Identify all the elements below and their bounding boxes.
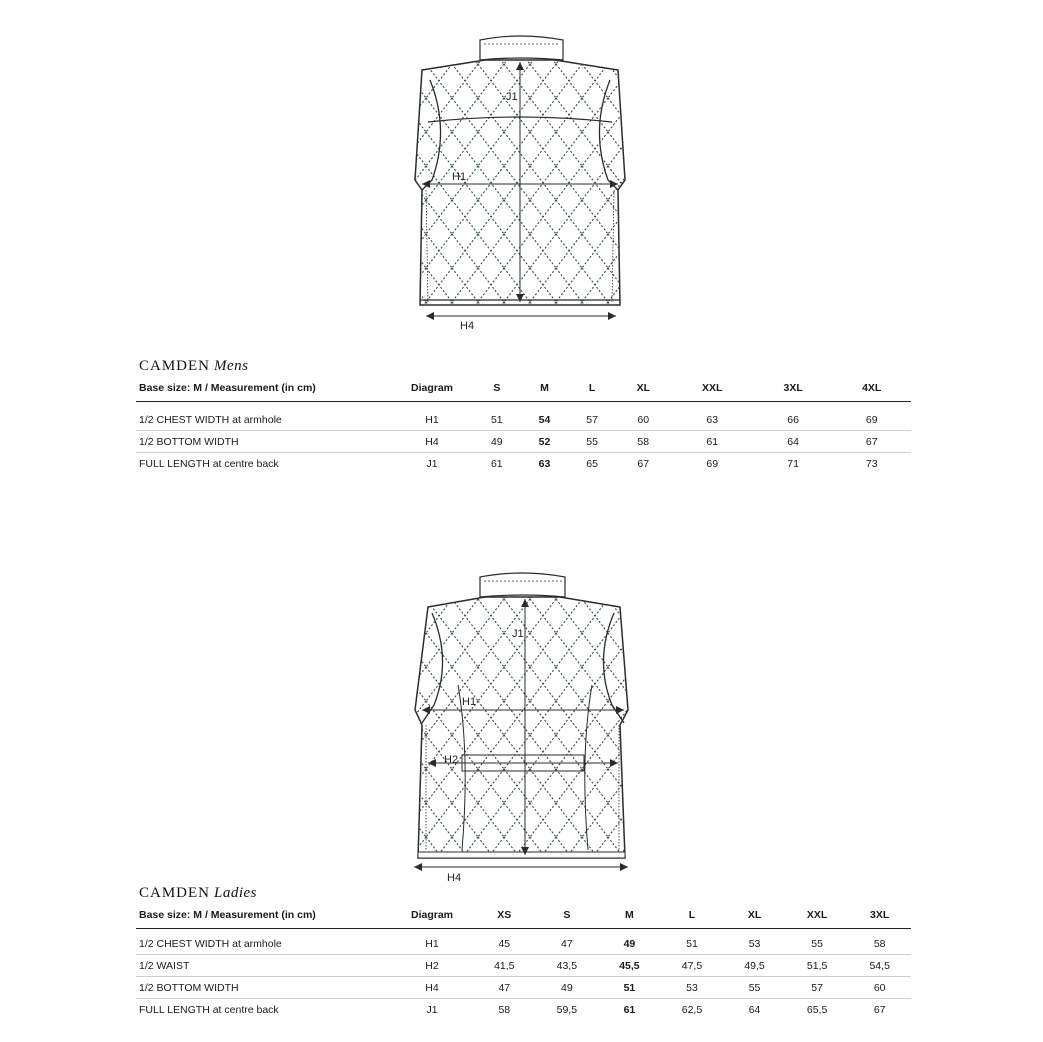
ladies-vest-diagram — [400, 565, 645, 887]
size-value: 60 — [616, 409, 671, 431]
size-value: 53 — [661, 977, 724, 999]
base-size-value: 61 — [623, 1003, 636, 1016]
measurement-name: FULL LENGTH at centre back — [139, 1003, 279, 1016]
measurement-name: 1/2 BOTTOM WIDTH — [136, 431, 391, 453]
header-cell: 4XL — [832, 375, 911, 402]
header-cell: S — [473, 375, 521, 402]
mens-section-title — [139, 358, 249, 375]
size-value: 59,5 — [556, 1003, 578, 1016]
header-cell: XL — [723, 902, 786, 929]
size-value: 65,5 — [806, 1003, 828, 1016]
table-header-row — [136, 375, 911, 402]
measurement-name: FULL LENGTH at centre back — [139, 457, 279, 470]
size-value: 53 — [723, 933, 786, 955]
size-value: 51 — [473, 409, 521, 431]
size-value: 49 — [473, 431, 521, 453]
size-value: 65 — [586, 457, 598, 470]
size-value: 51 — [661, 933, 724, 955]
label-length-j1: J1 — [506, 91, 518, 103]
header-cell: XS — [473, 902, 536, 929]
diagram-code: J1 — [426, 457, 438, 470]
size-value: 61 — [490, 457, 503, 470]
size-value: 58 — [848, 933, 911, 955]
mens-subtitle: Mens — [214, 358, 249, 374]
size-value: 45 — [473, 933, 536, 955]
size-value: 58 — [498, 1003, 511, 1016]
header-cell: S — [536, 902, 599, 929]
base-size-value: 49 — [598, 933, 661, 955]
ladies-subtitle: Ladies — [214, 885, 258, 901]
size-value: 49,5 — [723, 955, 786, 977]
label-chest-h1: H1 — [462, 696, 477, 708]
ladies-size-table — [136, 902, 911, 1020]
label-bottom-h4: H4 — [447, 872, 462, 884]
header-cell: Diagram — [391, 902, 473, 929]
size-value: 73 — [865, 457, 878, 470]
diagram-code: H4 — [391, 431, 473, 453]
size-value: 55 — [723, 977, 786, 999]
measurement-name: 1/2 BOTTOM WIDTH — [136, 977, 391, 999]
measurement-name: 1/2 CHEST WIDTH at armhole — [136, 409, 391, 431]
size-value: 51,5 — [786, 955, 849, 977]
size-value: 67 — [637, 457, 650, 470]
header-cell: XXL — [786, 902, 849, 929]
header-cell: Base size: M / Measurement (in cm) — [136, 375, 391, 402]
size-value: 47 — [536, 933, 599, 955]
size-value: 66 — [754, 409, 833, 431]
mens-title: CAMDEN — [139, 358, 211, 374]
size-value: 63 — [671, 409, 754, 431]
header-cell: L — [661, 902, 724, 929]
table-row — [136, 409, 911, 431]
diagram-code: H4 — [391, 977, 473, 999]
base-size-value: 54 — [521, 409, 569, 431]
ladies-section-title — [139, 885, 257, 902]
size-value: 69 — [832, 409, 911, 431]
size-value: 71 — [787, 457, 799, 470]
table-row — [136, 453, 911, 475]
measurement-name: 1/2 CHEST WIDTH at armhole — [136, 933, 391, 955]
header-cell: XXL — [671, 375, 754, 402]
ladies-title: CAMDEN — [139, 885, 211, 901]
label-bottom-h4: H4 — [460, 320, 475, 332]
base-size-value: 51 — [598, 977, 661, 999]
size-value: 58 — [616, 431, 671, 453]
table-row — [136, 977, 911, 999]
label-chest-h1: H1 — [452, 171, 467, 183]
size-value: 67 — [832, 431, 911, 453]
size-value: 64 — [754, 431, 833, 453]
table-row — [136, 955, 911, 977]
header-cell: Base size: M / Measurement (in cm) — [136, 902, 391, 929]
size-value: 64 — [748, 1003, 761, 1016]
measurement-name: 1/2 WAIST — [136, 955, 391, 977]
size-value: 47,5 — [661, 955, 724, 977]
size-value: 57 — [568, 409, 616, 431]
size-value: 67 — [873, 1003, 886, 1016]
table-row — [136, 431, 911, 453]
header-cell: 3XL — [848, 902, 911, 929]
table-row — [136, 999, 911, 1021]
size-value: 43,5 — [536, 955, 599, 977]
size-value: 49 — [536, 977, 599, 999]
size-value: 60 — [848, 977, 911, 999]
header-cell: Diagram — [391, 375, 473, 402]
header-cell: M — [521, 375, 569, 402]
mens-vest-diagram — [400, 30, 640, 335]
diagram-code: J1 — [426, 1003, 438, 1016]
base-size-value: 45,5 — [598, 955, 661, 977]
size-value: 47 — [473, 977, 536, 999]
size-value: 55 — [568, 431, 616, 453]
header-cell: 3XL — [754, 375, 833, 402]
size-value: 41,5 — [473, 955, 536, 977]
size-value: 54,5 — [848, 955, 911, 977]
diagram-code: H1 — [391, 409, 473, 431]
size-value: 57 — [786, 977, 849, 999]
base-size-value: 63 — [538, 457, 551, 470]
mens-size-table — [136, 375, 911, 474]
collar-shape — [480, 36, 563, 60]
label-length-j1: J1 — [512, 628, 524, 640]
size-value: 61 — [671, 431, 754, 453]
table-header-row — [136, 902, 911, 929]
diagram-code: H1 — [391, 933, 473, 955]
collar-shape — [480, 573, 565, 597]
size-value: 69 — [706, 457, 719, 470]
size-value: 55 — [786, 933, 849, 955]
base-size-value: 52 — [521, 431, 569, 453]
table-row — [136, 933, 911, 955]
size-value: 62,5 — [681, 1003, 703, 1016]
header-cell: L — [568, 375, 616, 402]
header-cell: XL — [616, 375, 671, 402]
header-cell: M — [598, 902, 661, 929]
diagram-code: H2 — [391, 955, 473, 977]
label-waist-h2: H2 — [444, 754, 459, 766]
